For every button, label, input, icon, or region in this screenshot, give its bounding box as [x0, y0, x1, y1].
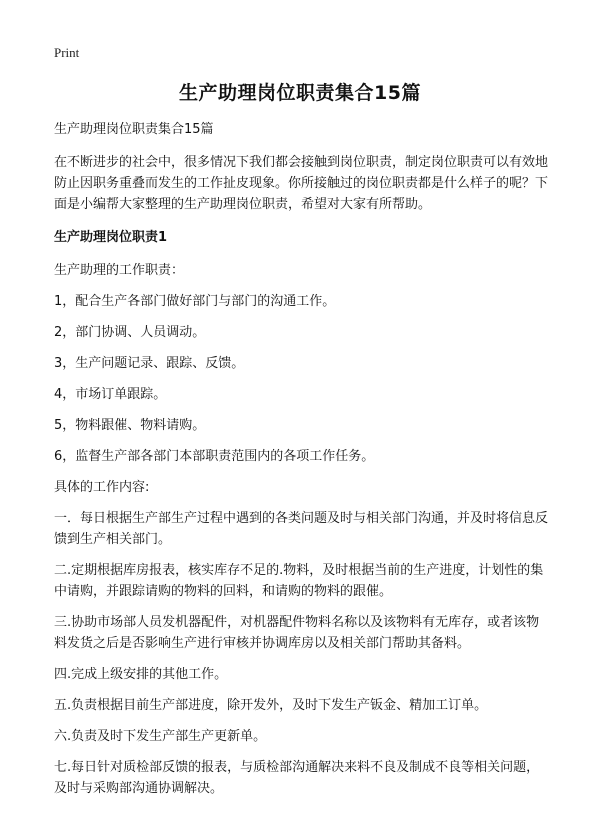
print-label: Print — [54, 45, 80, 60]
duties-label: 生产助理的工作职责： — [54, 263, 185, 278]
duty-item: 1，配合生产各部门做好部门与部门的沟通工作。 — [54, 294, 336, 309]
intro-paragraph: 在不断进步的社会中，很多情况下我们都会接触到岗位职责，制定岗位职责可以有效地防止因职务重叠而发生的工作扯皮现象。你所接触过的岗位职责都是什么样子的呢？下面是小编帮大家整理的生产助理岗位职责，希望对大家有所帮助。 — [54, 155, 549, 212]
duty-item: 3，生产问题记录、跟踪、反馈。 — [54, 356, 245, 371]
duty-item: 6，监督生产部各部门本部职责范围内的各项工作任务。 — [54, 449, 375, 464]
duty-item: 4，市场订单跟踪。 — [54, 387, 167, 402]
detail-item: 四.完成上级安排的其他工作。 — [54, 667, 228, 682]
document-title: 生产助理岗位职责集合15篇 — [179, 82, 421, 104]
duty-item: 2，部门协调、人员调动。 — [54, 325, 206, 340]
detail-item: 七.每日针对质检部反馈的报表，与质检部沟通解决来料不良及制成不良等相关问题，及时与采购部沟通协调解决。 — [54, 760, 540, 796]
detail-item: 六.负责及时下发生产部生产更新单。 — [54, 729, 267, 744]
duty-item: 5，物料跟催、物料请购。 — [54, 418, 206, 433]
detail-item: 一．每日根据生产部生产过程中遇到的各类问题及时与相关部门沟通，并及时将信息反馈到生产相关部门。 — [54, 511, 549, 547]
detail-item: 五.负责根据目前生产部进度，除开发外，及时下发生产钣金、精加工订单。 — [54, 698, 488, 713]
document-body — [54, 119, 548, 809]
detail-item: 三.协助市场部人员发机器配件，对机器配件物料名称以及该物料有无库存，或者该物料发货之后是否影响生产进行审核并协调库房以及相关部门帮助其备料。 — [54, 615, 540, 651]
section-heading: 生产助理岗位职责1 — [54, 230, 168, 245]
detail-item: 二.定期根据库房报表，核实库存不足的.物料，及时根据当前的生产进度，计划性的集中请购，并跟踪请购的物料的回料，和请购的物料的跟催。 — [54, 563, 544, 599]
details-label: 具体的工作内容: — [54, 480, 150, 495]
subtitle-paragraph: 生产助理岗位职责集合15篇 — [54, 122, 214, 137]
